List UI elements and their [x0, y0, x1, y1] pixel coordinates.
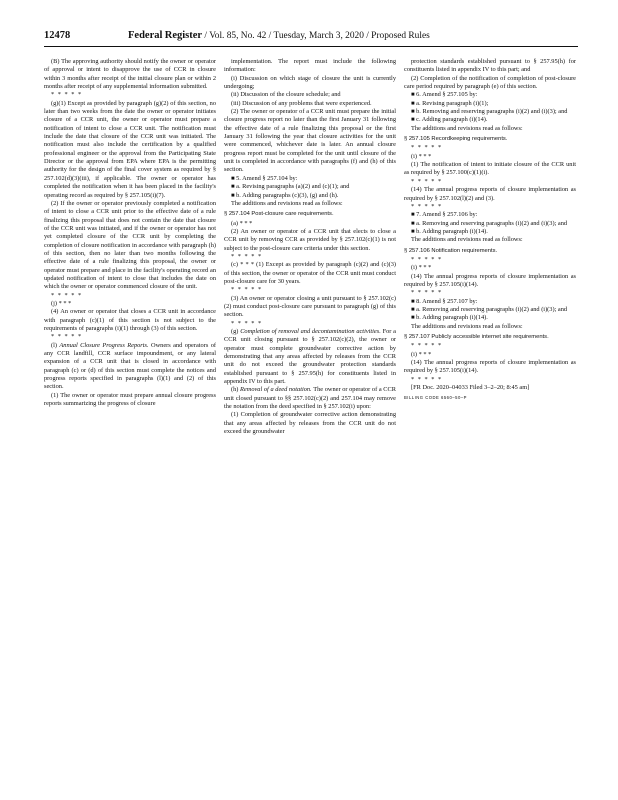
omission-stars: * * * * * [411, 289, 443, 297]
omission-stars: * * * * * [411, 144, 443, 152]
paragraph: (ii) Discussion of the closure schedule; and [231, 91, 341, 99]
paragraph: The additions and revisions read as follows: [411, 236, 523, 244]
paragraph: The additions and revisions read as follows: [411, 124, 523, 132]
paragraph-text: The owner or operator of a CCR unit closed pursuant to §§ 257.102(c)(2) and 257.104 may remove the notation from the deed specified in § 257.102(i) upon: [224, 386, 396, 411]
amendment-instruction [404, 298, 576, 306]
paragraph: implementation. The report must include the following information: [224, 58, 396, 74]
square-bullet-icon: ■ [411, 298, 417, 305]
amendment-instruction [224, 192, 396, 200]
paragraph: (4) An owner or operator that closes a CCR unit in accordance with paragraph (c)(1) of this section is not subject to the requirements of paragraphs (i)(1) through (3) of this section. [44, 308, 216, 332]
omission-stars: * * * * * [231, 286, 263, 294]
paragraph: (1) The owner or operator must prepare annual closure progress reports summarizing the progress of closure [44, 391, 216, 408]
column-2 [224, 58, 396, 788]
amendment-text: 8. Amend § 257.107 by: [416, 297, 478, 305]
omission-stars: * * * * * [411, 255, 443, 263]
paragraph: (2) Completion of the notification of completion of post-closure care period required by paragraph (e) of this section. [404, 74, 576, 91]
paragraph: (i) * * * [411, 350, 432, 358]
amendment-text: b. Adding paragraph (i)(14). [416, 227, 488, 235]
amendment-text: a. Revising paragraphs (a)(2) and (c)(1); and [236, 183, 350, 191]
title-register: Register [164, 30, 203, 41]
square-bullet-icon: ■ [411, 212, 417, 219]
amendment-text: 5. Amend § 257.104 by: [236, 174, 298, 182]
paragraph: (1) Completion of groundwater corrective action demonstrating that any areas affected by releases from the CCR unit do not exceed the groundwater [224, 411, 396, 436]
paragraph: The additions and revisions read as follows: [411, 322, 523, 330]
page-number: 12478 [44, 30, 71, 41]
amendment-instruction [404, 306, 576, 314]
square-bullet-icon: ■ [411, 109, 417, 116]
header-rule [44, 46, 578, 47]
paragraph-lead: (h) [231, 386, 241, 394]
issue-citation: / Vol. 85, No. 42 / Tuesday, March 3, 2020 / Proposed Rules [204, 31, 430, 41]
square-bullet-icon: ■ [411, 306, 417, 313]
paragraph: (14) The annual progress reports of closure implementation as required by § 257.105(i)(14). [404, 272, 576, 288]
paragraph: [FR Doc. 2020–04033 Filed 3–2–20; 8:45 am] [411, 384, 530, 392]
paragraph: (iii) Discussion of any problems that were experienced. [231, 99, 372, 107]
omission-stars: * * * * * [51, 291, 83, 299]
paragraph: (i) * * * [411, 152, 432, 160]
paragraph: (i) Discussion on which stage of closure the unit is currently undergoing; [224, 74, 396, 91]
square-bullet-icon: ■ [231, 192, 237, 199]
paragraph: (c) * * * (1) Except as provided by paragraph (c)(2) and (c)(3) of this section, the owner or operator of the CCR unit must conduct post-closure care for 30 years. [224, 261, 396, 285]
square-bullet-icon: ■ [411, 220, 417, 227]
omission-stars: * * * * * [411, 177, 443, 185]
amendment-instruction [404, 116, 576, 124]
amendment-text: b. Adding paragraphs (c)(3), (g) and (h). [236, 191, 339, 199]
paragraph: The additions and revisions read as follows: [231, 199, 343, 207]
paragraph-heading: Removal of a deed notation. [240, 386, 312, 394]
paragraph-lead: (l) [51, 341, 60, 349]
column-3 [404, 58, 576, 788]
square-bullet-icon: ■ [411, 228, 417, 235]
amendment-instruction [404, 228, 576, 236]
amendment-instruction [224, 175, 396, 183]
paragraph: (j) * * * [51, 299, 72, 307]
section-heading: § 257.104 Post-closure care requirements. [224, 211, 334, 218]
omission-stars: * * * * * [411, 202, 443, 210]
title-federal: Federal [128, 30, 163, 41]
paragraph: (a) * * * [231, 219, 253, 227]
paragraph: (1) The notification of intent to initiate closure of the CCR unit as required by § 257.100(c)(1)(i). [404, 161, 576, 177]
paragraph-text: Owners and operators of any CCR landfill, CCR surface impoundment, or any lateral expansion of a CCR unit that is closed in accordance with paragraph (c) or (d) of this section must complete the notices and progress reports specified in paragraphs (l)(1) and (2) of this section. [44, 341, 216, 391]
amendment-instruction [404, 211, 576, 219]
paragraph-text: For a CCR unit closing pursuant to § 257.102(c)(2), the owner or operator must complete groundwater corrective action by demonstrating that any areas affected by releases from the CCR unit do not exceed the groundwater protection standards established pursuant to § 257.95(h) for constituents listed in appendix IV to this part. [224, 328, 396, 386]
amendment-text: 6. Amend § 257.105 by: [416, 91, 478, 99]
square-bullet-icon: ■ [231, 175, 237, 182]
amendment-text: b. Removing and reserving paragraphs (i)(2) and (i)(3); and [416, 108, 568, 116]
amendment-instruction [404, 100, 576, 108]
paragraph: (3) An owner or operator closing a unit pursuant to § 257.102(c)(2) must conduct post-closure care pursuant to paragraph (g) of this section. [224, 294, 396, 319]
section-heading: § 257.105 Recordkeeping requirements. [404, 136, 508, 143]
paragraph [224, 328, 396, 386]
amendment-instruction [404, 91, 576, 99]
omission-stars: * * * * * [231, 252, 263, 260]
page-header [44, 30, 578, 46]
amendment-text: c. Adding paragraph (i)(14). [416, 116, 488, 124]
omission-stars: * * * * * [411, 342, 443, 350]
paragraph [44, 342, 216, 392]
paragraph-heading: Annual Closure Progress Reports. [59, 341, 149, 349]
section-heading: § 257.107 Publicly accessible internet site requirements. [404, 334, 549, 340]
amendment-text: a. Revising paragraph (i)(1); [416, 99, 489, 107]
paragraph-lead: (g) [231, 328, 241, 335]
square-bullet-icon: ■ [231, 184, 237, 191]
amendment-instruction [404, 108, 576, 116]
omission-stars: * * * * * [51, 91, 83, 99]
amendment-text: a. Removing and reserving paragraphs (i)(2) and (i)(3); and [416, 219, 568, 227]
amendment-text: a. Removing and reserving paragraphs (i)(2) and (i)(3); and [416, 305, 568, 313]
square-bullet-icon: ■ [411, 117, 417, 124]
square-bullet-icon: ■ [411, 92, 417, 99]
paragraph: (B) The approving authority should notify the owner or operator of approval or intent to disapprove the use of CCR in closure within 3 months after receipt of the initial closure plan or within 2 months after receipt of any supplemental information submitted. [44, 58, 216, 91]
billing-code: BILLING CODE 6560–50–P [404, 395, 467, 401]
paragraph: (14) The annual progress reports of closure implementation as required by § 257.105(i)(14). [404, 359, 576, 375]
paragraph: (14) The annual progress reports of closure implementation as required by § 257.102(l)(2) and (3). [404, 186, 576, 202]
paragraph: (g)(1) Except as provided by paragraph (g)(2) of this section, no later than two weeks from the date the owner or operator initiates closure of a CCR unit, the owner or operator must prepare a notification of intent to close a CCR unit. The notification must include the date that closure of the CCR unit was initiated. The notification must also include the certification by a qualified professional engineer or the approval from the Participating State Director or the approval from EPA where EPA is the permitting authority for the design of the final cover system as required by § 257.102(d)(3)(iii), if applicable. The owner or operator has completed the notification when it has been placed in the facility's operating record as required by § 257.105(i)(7). [44, 99, 216, 199]
section-heading: § 257.106 Notification requirements. [404, 247, 498, 254]
square-bullet-icon: ■ [411, 100, 417, 107]
omission-stars: * * * * * [411, 375, 443, 383]
paragraph: (2) The owner or operator of a CCR unit must prepare the initial closure progress report no later than the first January 31 following the effective date of a rule finalizing this proposal or the first January 31 following the year that closure activities for the unit were commenced, whichever date is later. An annual closure progress report must be completed for the unit until closure of the unit is completed in accordance with paragraphs (f) and (h) of this section. [224, 108, 396, 174]
paragraph: protection standards established pursuant to § 257.95(h) for constituents listed in appendix IV to this part; and [404, 58, 576, 74]
amendment-instruction [404, 220, 576, 228]
paragraph: (2) An owner or operator of a CCR unit that elects to close a CCR unit by removing CCR as provided by § 257.102(c)(1) is not subject to the post-closure care criteria under this section. [224, 227, 396, 252]
amendment-instruction [404, 314, 576, 322]
omission-stars: * * * * * [51, 333, 83, 341]
paragraph: (i) * * * [411, 264, 432, 272]
omission-stars: * * * * * [231, 319, 263, 327]
paragraph [224, 386, 396, 411]
publication-title [128, 30, 430, 41]
square-bullet-icon: ■ [411, 315, 417, 322]
amendment-instruction [224, 183, 396, 191]
paragraph: (2) If the owner or operator previously completed a notification of intent to close a CCR unit prior to the effective date of a rule finalizing this proposal that does not contain the date that closure of the CCR unit was initiated, and if the owner or operator has not yet completed closure of the CCR unit by completing the completion of closure notification in accordance with paragraph (h) of this section, then no later than two months following the effective date of a rule finalizing this proposal, the owner or operator must prepare and place in the facility's operating record an updated notification of intent to close that includes the date on which the owner or operator commenced closure of the unit. [44, 199, 216, 291]
paragraph-heading: Completion of removal and decontamination activities. [240, 328, 381, 335]
amendment-text: b. Adding paragraph (i)(14). [416, 314, 488, 322]
amendment-text: 7. Amend § 257.106 by: [416, 211, 478, 219]
column-1 [44, 58, 216, 788]
